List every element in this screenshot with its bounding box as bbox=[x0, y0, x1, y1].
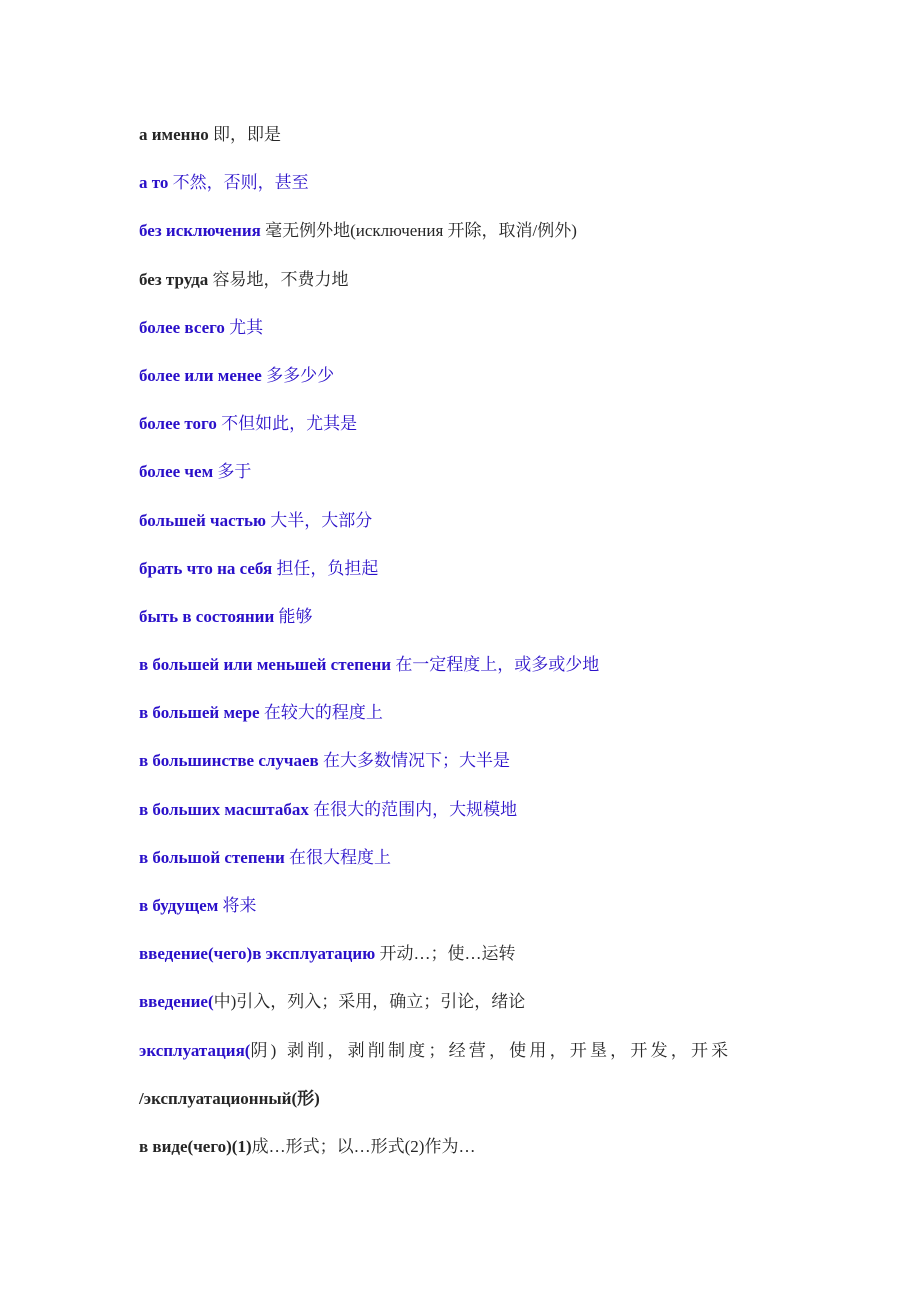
document-page bbox=[139, 121, 799, 1181]
entry-definition: 不然，否则，甚至 bbox=[168, 173, 309, 193]
entry-definition: 将来 bbox=[218, 896, 257, 915]
entry-definition: 中)引入，列入；采用，确立；引论，绪论 bbox=[213, 992, 526, 1012]
entry-definition: 大半，大部分 bbox=[266, 510, 373, 530]
entry-term: брать что на себя bbox=[139, 558, 273, 578]
entry-7 bbox=[139, 458, 799, 506]
entry-term: без исключения bbox=[139, 221, 261, 241]
entry-term: более того bbox=[139, 414, 217, 434]
entry-21 bbox=[139, 1133, 799, 1181]
entry-20 bbox=[139, 1085, 799, 1133]
entry-definition: 担任，负担起 bbox=[272, 558, 379, 578]
entry-2 bbox=[139, 217, 799, 265]
entry-term: более чем bbox=[139, 462, 214, 482]
entry-8 bbox=[139, 507, 799, 555]
entry-term: в большинстве случаев bbox=[139, 751, 319, 771]
entry-term: более всего bbox=[139, 317, 225, 337]
entry-term: большей частью bbox=[139, 510, 266, 530]
entry-definition: 不但如此，尤其是 bbox=[216, 414, 358, 434]
entry-term: без труда bbox=[139, 269, 209, 289]
entry-term: в большой степени bbox=[139, 847, 285, 867]
entry-term: в виде(чего)(1) bbox=[139, 1136, 252, 1156]
entry-15 bbox=[139, 844, 799, 892]
entry-term: введение(чего)в эксплуатацию bbox=[139, 944, 376, 964]
entry-definition: 在较大的程度上 bbox=[259, 703, 383, 723]
entry-12 bbox=[139, 699, 799, 747]
entry-term: в будущем bbox=[139, 896, 219, 915]
entry-9 bbox=[139, 555, 799, 603]
entry-19 bbox=[139, 1037, 799, 1085]
entry-definition: 阴) 剥削，剥削制度；经营，使用，开垦，开发，开采 bbox=[250, 1040, 732, 1060]
entry-term: более или менее bbox=[139, 365, 262, 385]
entry-term: эксплуатация( bbox=[139, 1040, 251, 1060]
entry-definition: /эксплуатационный(形) bbox=[139, 1088, 320, 1108]
entry-term: в большей или меньшей степени bbox=[139, 655, 392, 675]
entry-definition: 即，即是 bbox=[208, 125, 282, 144]
entry-definition: 多于 bbox=[213, 462, 252, 482]
entry-definition: 开动…；使…运转 bbox=[375, 944, 516, 964]
entry-17 bbox=[139, 940, 799, 988]
entry-13 bbox=[139, 747, 799, 795]
entry-6 bbox=[139, 410, 799, 458]
entry-definition: 在很大程度上 bbox=[284, 847, 392, 867]
entry-0 bbox=[139, 121, 799, 169]
entry-definition: 毫无例外地(исключения 开除，取消/例外) bbox=[260, 221, 577, 241]
entry-18 bbox=[139, 988, 799, 1036]
entry-term: введение( bbox=[139, 992, 214, 1012]
entry-1 bbox=[139, 169, 799, 217]
entry-definition: 在大多数情况下；大半是 bbox=[318, 751, 510, 771]
entry-definition: 容易地，不费力地 bbox=[208, 269, 349, 289]
entry-14 bbox=[139, 796, 799, 844]
entry-term: а то bbox=[139, 173, 169, 193]
entry-term: в больших масштабах bbox=[139, 799, 309, 819]
entry-11 bbox=[139, 651, 799, 699]
entry-definition: 在一定程度上，或多或少地 bbox=[391, 655, 600, 675]
entry-definition: 能够 bbox=[274, 606, 313, 626]
entry-3 bbox=[139, 266, 799, 314]
entry-4 bbox=[139, 314, 799, 362]
entry-term: быть в состоянии bbox=[139, 606, 275, 626]
entry-definition: 尤其 bbox=[224, 317, 264, 337]
entry-definition: 在很大的范围内，大规模地 bbox=[308, 799, 518, 819]
entry-definition: 成…形式；以…形式(2)作为… bbox=[251, 1136, 476, 1156]
entry-5 bbox=[139, 362, 799, 410]
entry-definition: 多多少少 bbox=[261, 365, 335, 385]
entry-term: в большей мере bbox=[139, 703, 260, 723]
entry-10 bbox=[139, 603, 799, 651]
entry-16 bbox=[139, 892, 799, 940]
entry-term: а именно bbox=[139, 125, 209, 144]
